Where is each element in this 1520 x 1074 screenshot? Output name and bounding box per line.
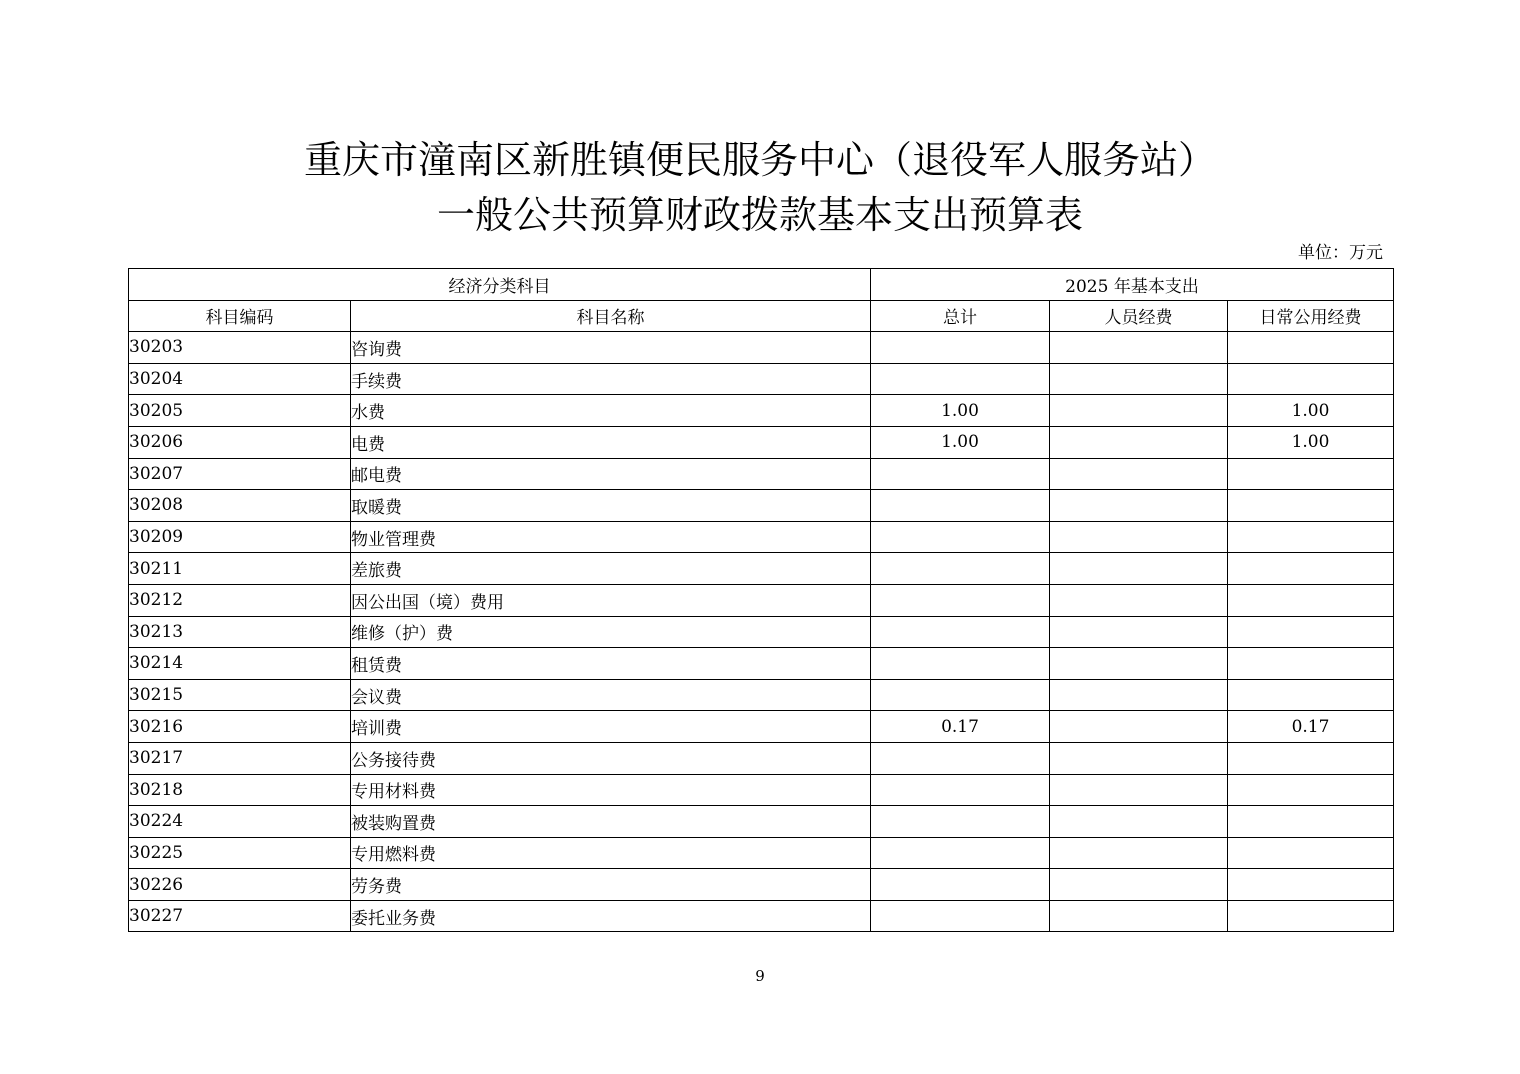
cell-code: 30214: [129, 648, 351, 680]
cell-public: [1228, 458, 1394, 490]
cell-code: 30226: [129, 869, 351, 901]
header-code: 科目编码: [129, 300, 351, 332]
table-row: [129, 490, 1394, 522]
cell-personnel: [1050, 837, 1228, 869]
cell-total: [871, 332, 1050, 364]
group-header-row: [129, 269, 1394, 301]
cell-name: 培训费: [351, 711, 871, 743]
header-classification: 经济分类科目: [129, 269, 871, 301]
cell-personnel: [1050, 869, 1228, 901]
cell-public: [1228, 900, 1394, 932]
cell-code: 30206: [129, 426, 351, 458]
table-row: [129, 806, 1394, 838]
header-expenditure: 2025 年基本支出: [871, 269, 1394, 301]
cell-name: 电费: [351, 426, 871, 458]
cell-code: 30205: [129, 395, 351, 427]
cell-personnel: [1050, 900, 1228, 932]
header-name: 科目名称: [351, 300, 871, 332]
cell-total: 1.00: [871, 395, 1050, 427]
cell-public: [1228, 616, 1394, 648]
cell-total: [871, 869, 1050, 901]
cell-total: [871, 490, 1050, 522]
table-row: [129, 553, 1394, 585]
cell-name: 邮电费: [351, 458, 871, 490]
table-row: [129, 616, 1394, 648]
cell-name: 维修（护）费: [351, 616, 871, 648]
cell-personnel: [1050, 711, 1228, 743]
cell-code: 30212: [129, 584, 351, 616]
table-row: [129, 869, 1394, 901]
cell-personnel: [1050, 648, 1228, 680]
cell-public: [1228, 679, 1394, 711]
cell-code: 30224: [129, 806, 351, 838]
cell-code: 30225: [129, 837, 351, 869]
cell-public: [1228, 869, 1394, 901]
cell-name: 劳务费: [351, 869, 871, 901]
cell-personnel: [1050, 616, 1228, 648]
cell-personnel: [1050, 584, 1228, 616]
cell-total: 1.00: [871, 426, 1050, 458]
cell-public: [1228, 332, 1394, 364]
cell-total: [871, 458, 1050, 490]
cell-personnel: [1050, 490, 1228, 522]
cell-total: [871, 806, 1050, 838]
cell-name: 差旅费: [351, 553, 871, 585]
cell-total: [871, 363, 1050, 395]
unit-label: 单位：万元: [1298, 243, 1383, 263]
cell-personnel: [1050, 774, 1228, 806]
cell-name: 专用材料费: [351, 774, 871, 806]
table-row: [129, 395, 1394, 427]
cell-public: 0.17: [1228, 711, 1394, 743]
cell-code: 30213: [129, 616, 351, 648]
cell-code: 30215: [129, 679, 351, 711]
document-title-line-1: 重庆市潼南区新胜镇便民服务中心（退役军人服务站）: [303, 138, 1216, 182]
table-row: [129, 426, 1394, 458]
cell-public: [1228, 806, 1394, 838]
table-row: [129, 900, 1394, 932]
cell-total: [871, 521, 1050, 553]
cell-name: 手续费: [351, 363, 871, 395]
budget-table: [128, 268, 1394, 932]
cell-total: [871, 837, 1050, 869]
cell-public: [1228, 553, 1394, 585]
cell-public: [1228, 742, 1394, 774]
cell-personnel: [1050, 742, 1228, 774]
cell-code: 30203: [129, 332, 351, 364]
table-row: [129, 711, 1394, 743]
table-row: [129, 521, 1394, 553]
cell-name: 取暖费: [351, 490, 871, 522]
cell-name: 公务接待费: [351, 742, 871, 774]
cell-code: 30227: [129, 900, 351, 932]
cell-personnel: [1050, 521, 1228, 553]
cell-code: 30211: [129, 553, 351, 585]
table-row: [129, 837, 1394, 869]
cell-personnel: [1050, 458, 1228, 490]
cell-public: [1228, 490, 1394, 522]
cell-code: 30217: [129, 742, 351, 774]
cell-total: [871, 553, 1050, 585]
cell-personnel: [1050, 426, 1228, 458]
cell-code: 30209: [129, 521, 351, 553]
cell-total: [871, 616, 1050, 648]
table-row: [129, 679, 1394, 711]
cell-personnel: [1050, 395, 1228, 427]
table-row: [129, 458, 1394, 490]
cell-name: 租赁费: [351, 648, 871, 680]
cell-personnel: [1050, 363, 1228, 395]
cell-code: 30208: [129, 490, 351, 522]
header-personnel: 人员经费: [1050, 300, 1228, 332]
header-total: 总计: [871, 300, 1050, 332]
cell-total: [871, 742, 1050, 774]
cell-public: [1228, 521, 1394, 553]
cell-name: 因公出国（境）费用: [351, 584, 871, 616]
cell-public: 1.00: [1228, 395, 1394, 427]
cell-public: 1.00: [1228, 426, 1394, 458]
cell-name: 被装购置费: [351, 806, 871, 838]
cell-public: [1228, 584, 1394, 616]
cell-personnel: [1050, 553, 1228, 585]
cell-name: 物业管理费: [351, 521, 871, 553]
cell-public: [1228, 837, 1394, 869]
table-row: [129, 648, 1394, 680]
cell-code: 30216: [129, 711, 351, 743]
cell-total: [871, 900, 1050, 932]
cell-code: 30204: [129, 363, 351, 395]
column-header-row: [129, 300, 1394, 332]
cell-name: 专用燃料费: [351, 837, 871, 869]
header-public: 日常公用经费: [1228, 300, 1394, 332]
table-body: [129, 332, 1394, 932]
table-row: [129, 584, 1394, 616]
cell-total: 0.17: [871, 711, 1050, 743]
cell-name: 委托业务费: [351, 900, 871, 932]
table-row: [129, 774, 1394, 806]
page-number: 9: [755, 967, 765, 985]
table-row: [129, 332, 1394, 364]
cell-personnel: [1050, 679, 1228, 711]
table-row: [129, 363, 1394, 395]
cell-code: 30218: [129, 774, 351, 806]
document-title-line-2: 一般公共预算财政拨款基本支出预算表: [436, 193, 1083, 237]
cell-public: [1228, 363, 1394, 395]
cell-total: [871, 774, 1050, 806]
cell-total: [871, 679, 1050, 711]
cell-total: [871, 648, 1050, 680]
cell-public: [1228, 648, 1394, 680]
cell-personnel: [1050, 332, 1228, 364]
cell-name: 会议费: [351, 679, 871, 711]
cell-personnel: [1050, 806, 1228, 838]
cell-total: [871, 584, 1050, 616]
cell-public: [1228, 774, 1394, 806]
cell-code: 30207: [129, 458, 351, 490]
cell-name: 咨询费: [351, 332, 871, 364]
table-row: [129, 742, 1394, 774]
cell-name: 水费: [351, 395, 871, 427]
